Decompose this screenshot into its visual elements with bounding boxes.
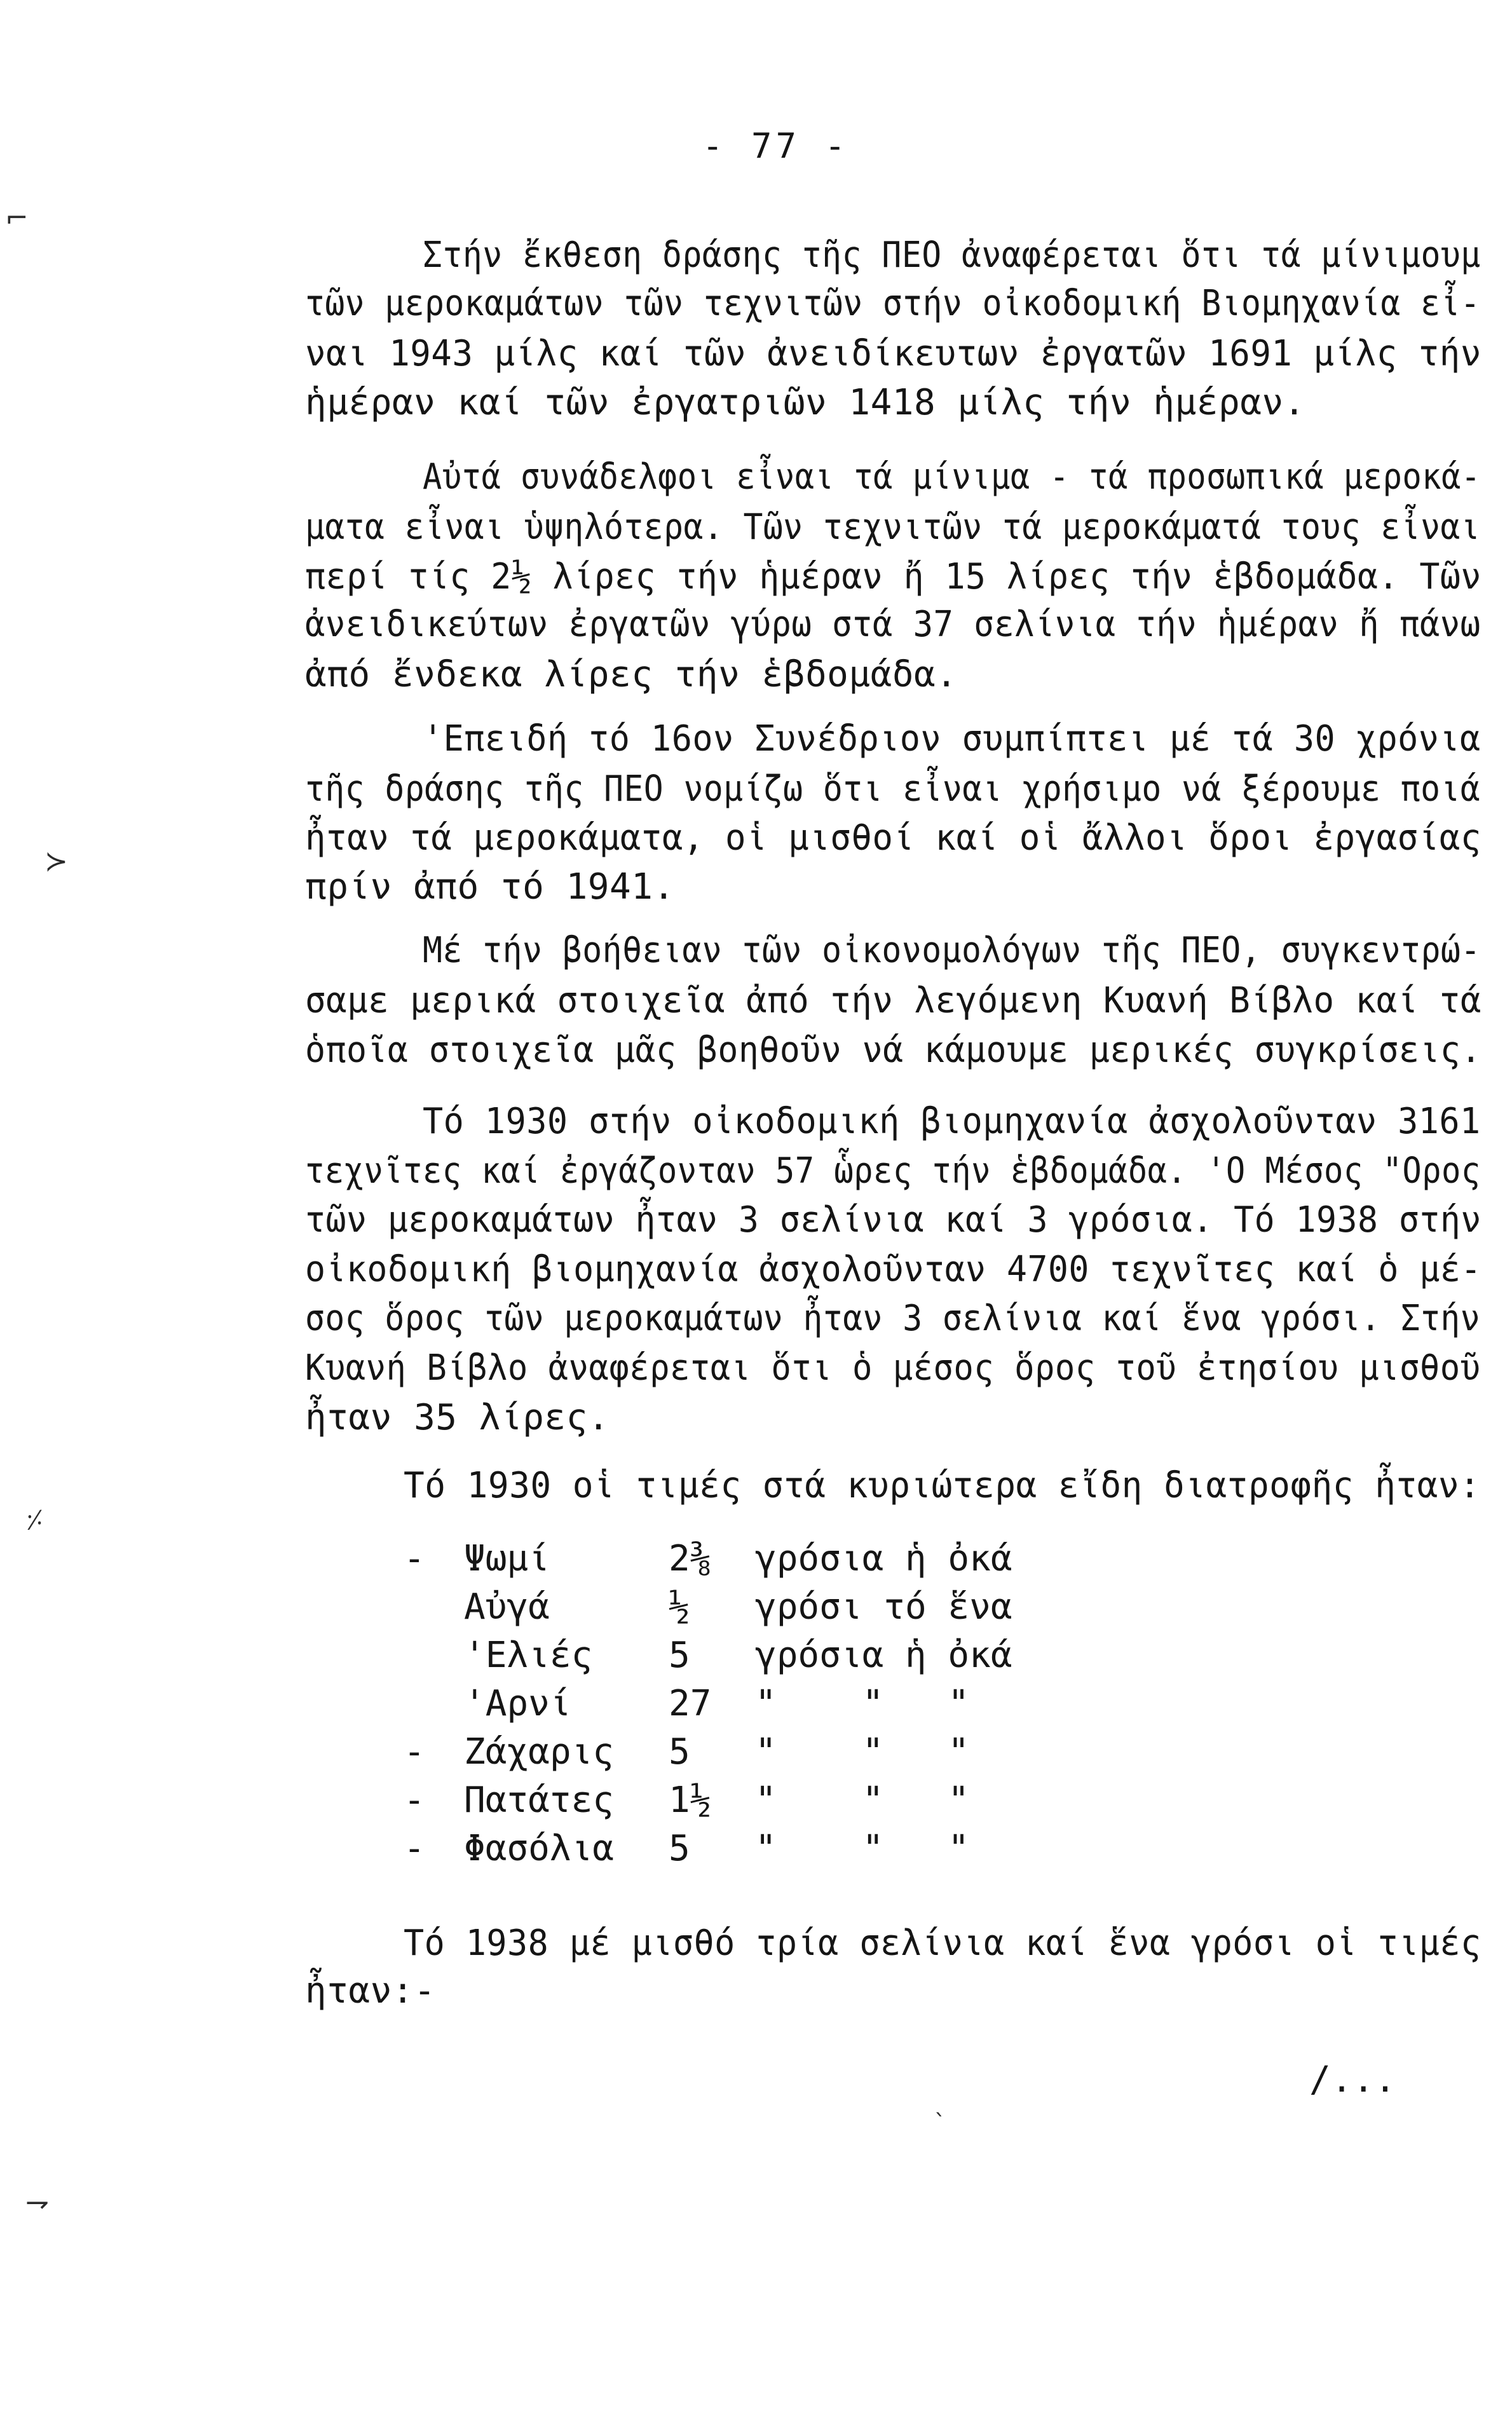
text-line: Μέ τήν βοήθειαν τῶν οἰκονομολόγων τῆς ΠΕΟ, συγκεντρώ- xyxy=(423,930,1481,971)
price-unit: γρόσια ἡ ὀκά xyxy=(755,1538,1012,1579)
margin-tick-mark: ⸓ xyxy=(25,1504,44,1537)
text-line: οἰκοδομική βιομηχανία ἀσχολοῦνταν 4700 τεχνῖτες καί ὁ μέ- xyxy=(305,1249,1481,1290)
text-line: ἀπό ἔνδεκα λίρες τήν ἑβδομάδα. xyxy=(305,654,958,695)
text-line: τῶν μεροκαμάτων ἦταν 3 σελίνια καί 3 γρόσια. Τό 1938 στήν xyxy=(305,1199,1481,1241)
row-dash: - xyxy=(404,1780,425,1821)
text-line: Τό 1930 οἱ τιμές στά κυριώτερα εἴδη διατροφῆς ἦταν: xyxy=(404,1465,1481,1506)
text-line: σος ὅρος τῶν μεροκαμάτων ἦταν 3 σελίνια καί ἕνα γρόσι. Στήν xyxy=(305,1298,1481,1339)
price-unit: " " " xyxy=(755,1731,970,1773)
margin-arrow-mark: ≻ xyxy=(44,845,68,878)
continuation-mark: /... xyxy=(1309,2059,1396,2101)
text-line: Στήν ἔκθεση δράσης τῆς ΠΕΟ ἀναφέρεται ὅτι τά μίνιμουμ xyxy=(423,235,1481,276)
row-dash: - xyxy=(404,1828,425,1869)
food-item: Ψωμί xyxy=(464,1538,550,1579)
page-number: - 77 - xyxy=(702,126,850,166)
text-line: Τό 1930 στήν οἰκοδομική βιομηχανία ἀσχολοῦνταν 3161 xyxy=(423,1101,1481,1142)
text-line: τεχνῖτες καί ἐργάζονταν 57 ὧρες τήν ἑβδομάδα. 'Ο Μέσος "Ορος xyxy=(305,1150,1481,1192)
text-line: Τό 1938 μέ μισθό τρία σελίνια καί ἕνα γρόσι οἱ τιμές xyxy=(404,1923,1481,1964)
text-line: ματα εἶναι ὑψηλότερα. Τῶν τεχνιτῶν τά μεροκάματά τους εἶναι xyxy=(305,507,1481,548)
margin-tick-mark: ⇁ xyxy=(25,2186,49,2219)
text-line: ἦταν 35 λίρες. xyxy=(305,1397,610,1438)
row-dash: - xyxy=(404,1538,425,1579)
text-line: ἦταν:- xyxy=(305,1970,436,2012)
text-line: ἦταν τά μεροκάματα, οἱ μισθοί καί οἱ ἄλλοι ὅροι ἐργασίας xyxy=(305,817,1481,859)
price-unit: " " " xyxy=(755,1683,970,1724)
price-qty: 1½ xyxy=(669,1780,712,1821)
text-line: ὁποῖα στοιχεῖα μᾶς βοηθοῦν νά κάμουμε μερικές συγκρίσεις. xyxy=(305,1030,1481,1071)
price-qty: ½ xyxy=(669,1586,690,1628)
text-line: Κυανή Βίβλο ἀναφέρεται ὅτι ὁ μέσος ὅρος τοῦ ἐτησίου μισθοῦ xyxy=(305,1347,1481,1389)
row-dash: - xyxy=(404,1731,425,1773)
price-unit: γρόσια ἡ ὀκά xyxy=(755,1635,1012,1676)
text-line: σαμε μερικά στοιχεῖα ἀπό τήν λεγόμενη Κυανή Βίβλο καί τά xyxy=(305,980,1481,1021)
text-line: περί τίς 2½ λίρες τήν ἡμέραν ἤ 15 λίρες τήν ἑβδομάδα. Τῶν xyxy=(305,556,1481,597)
food-item: 'Ελιές xyxy=(464,1635,593,1676)
text-line: τῆς δράσης τῆς ΠΕΟ νομίζω ὅτι εἶναι χρήσιμο νά ξέρουμε ποιά xyxy=(305,768,1481,810)
price-qty: 27 xyxy=(669,1683,712,1724)
price-qty: 5 xyxy=(669,1828,690,1869)
food-item: Πατάτες xyxy=(464,1780,615,1821)
text-line: πρίν ἀπό τό 1941. xyxy=(305,866,675,908)
food-item: Αὐγά xyxy=(464,1586,550,1628)
food-item: Φασόλια xyxy=(464,1828,615,1869)
price-unit: γρόσι τό ἕνα xyxy=(755,1586,1012,1628)
text-line: ναι 1943 μίλς καί τῶν ἀνειδίκευτων ἐργατῶν 1691 μίλς τήν xyxy=(305,333,1481,374)
stray-mark: ˋ xyxy=(934,2110,946,2136)
price-qty: 5 xyxy=(669,1731,690,1773)
text-line: τῶν μεροκαμάτων τῶν τεχνιτῶν στήν οἰκοδομική Βιομηχανία εἶ- xyxy=(305,283,1481,324)
margin-tick-mark: ⌐ xyxy=(5,202,29,235)
price-unit: " " " xyxy=(755,1828,970,1869)
text-line: 'Επειδή τό 16ον Συνέδριον συμπίπτει μέ τά 30 χρόνια xyxy=(423,718,1481,759)
text-line: ἡμέραν καί τῶν ἐργατριῶν 1418 μίλς τήν ἡμέραν. xyxy=(305,382,1305,423)
text-line: Αὐτά συνάδελφοι εἶναι τά μίνιμα - τά προσωπικά μεροκά- xyxy=(423,456,1481,498)
price-qty: 2⅜ xyxy=(669,1538,712,1579)
price-qty: 5 xyxy=(669,1635,690,1676)
food-item: 'Αρνί xyxy=(464,1683,571,1724)
food-item: Ζάχαρις xyxy=(464,1731,615,1773)
price-unit: " " " xyxy=(755,1780,970,1821)
text-line: ἀνειδικεύτων ἐργατῶν γύρω στά 37 σελίνια τήν ἡμέραν ἤ πάνω xyxy=(305,604,1481,645)
